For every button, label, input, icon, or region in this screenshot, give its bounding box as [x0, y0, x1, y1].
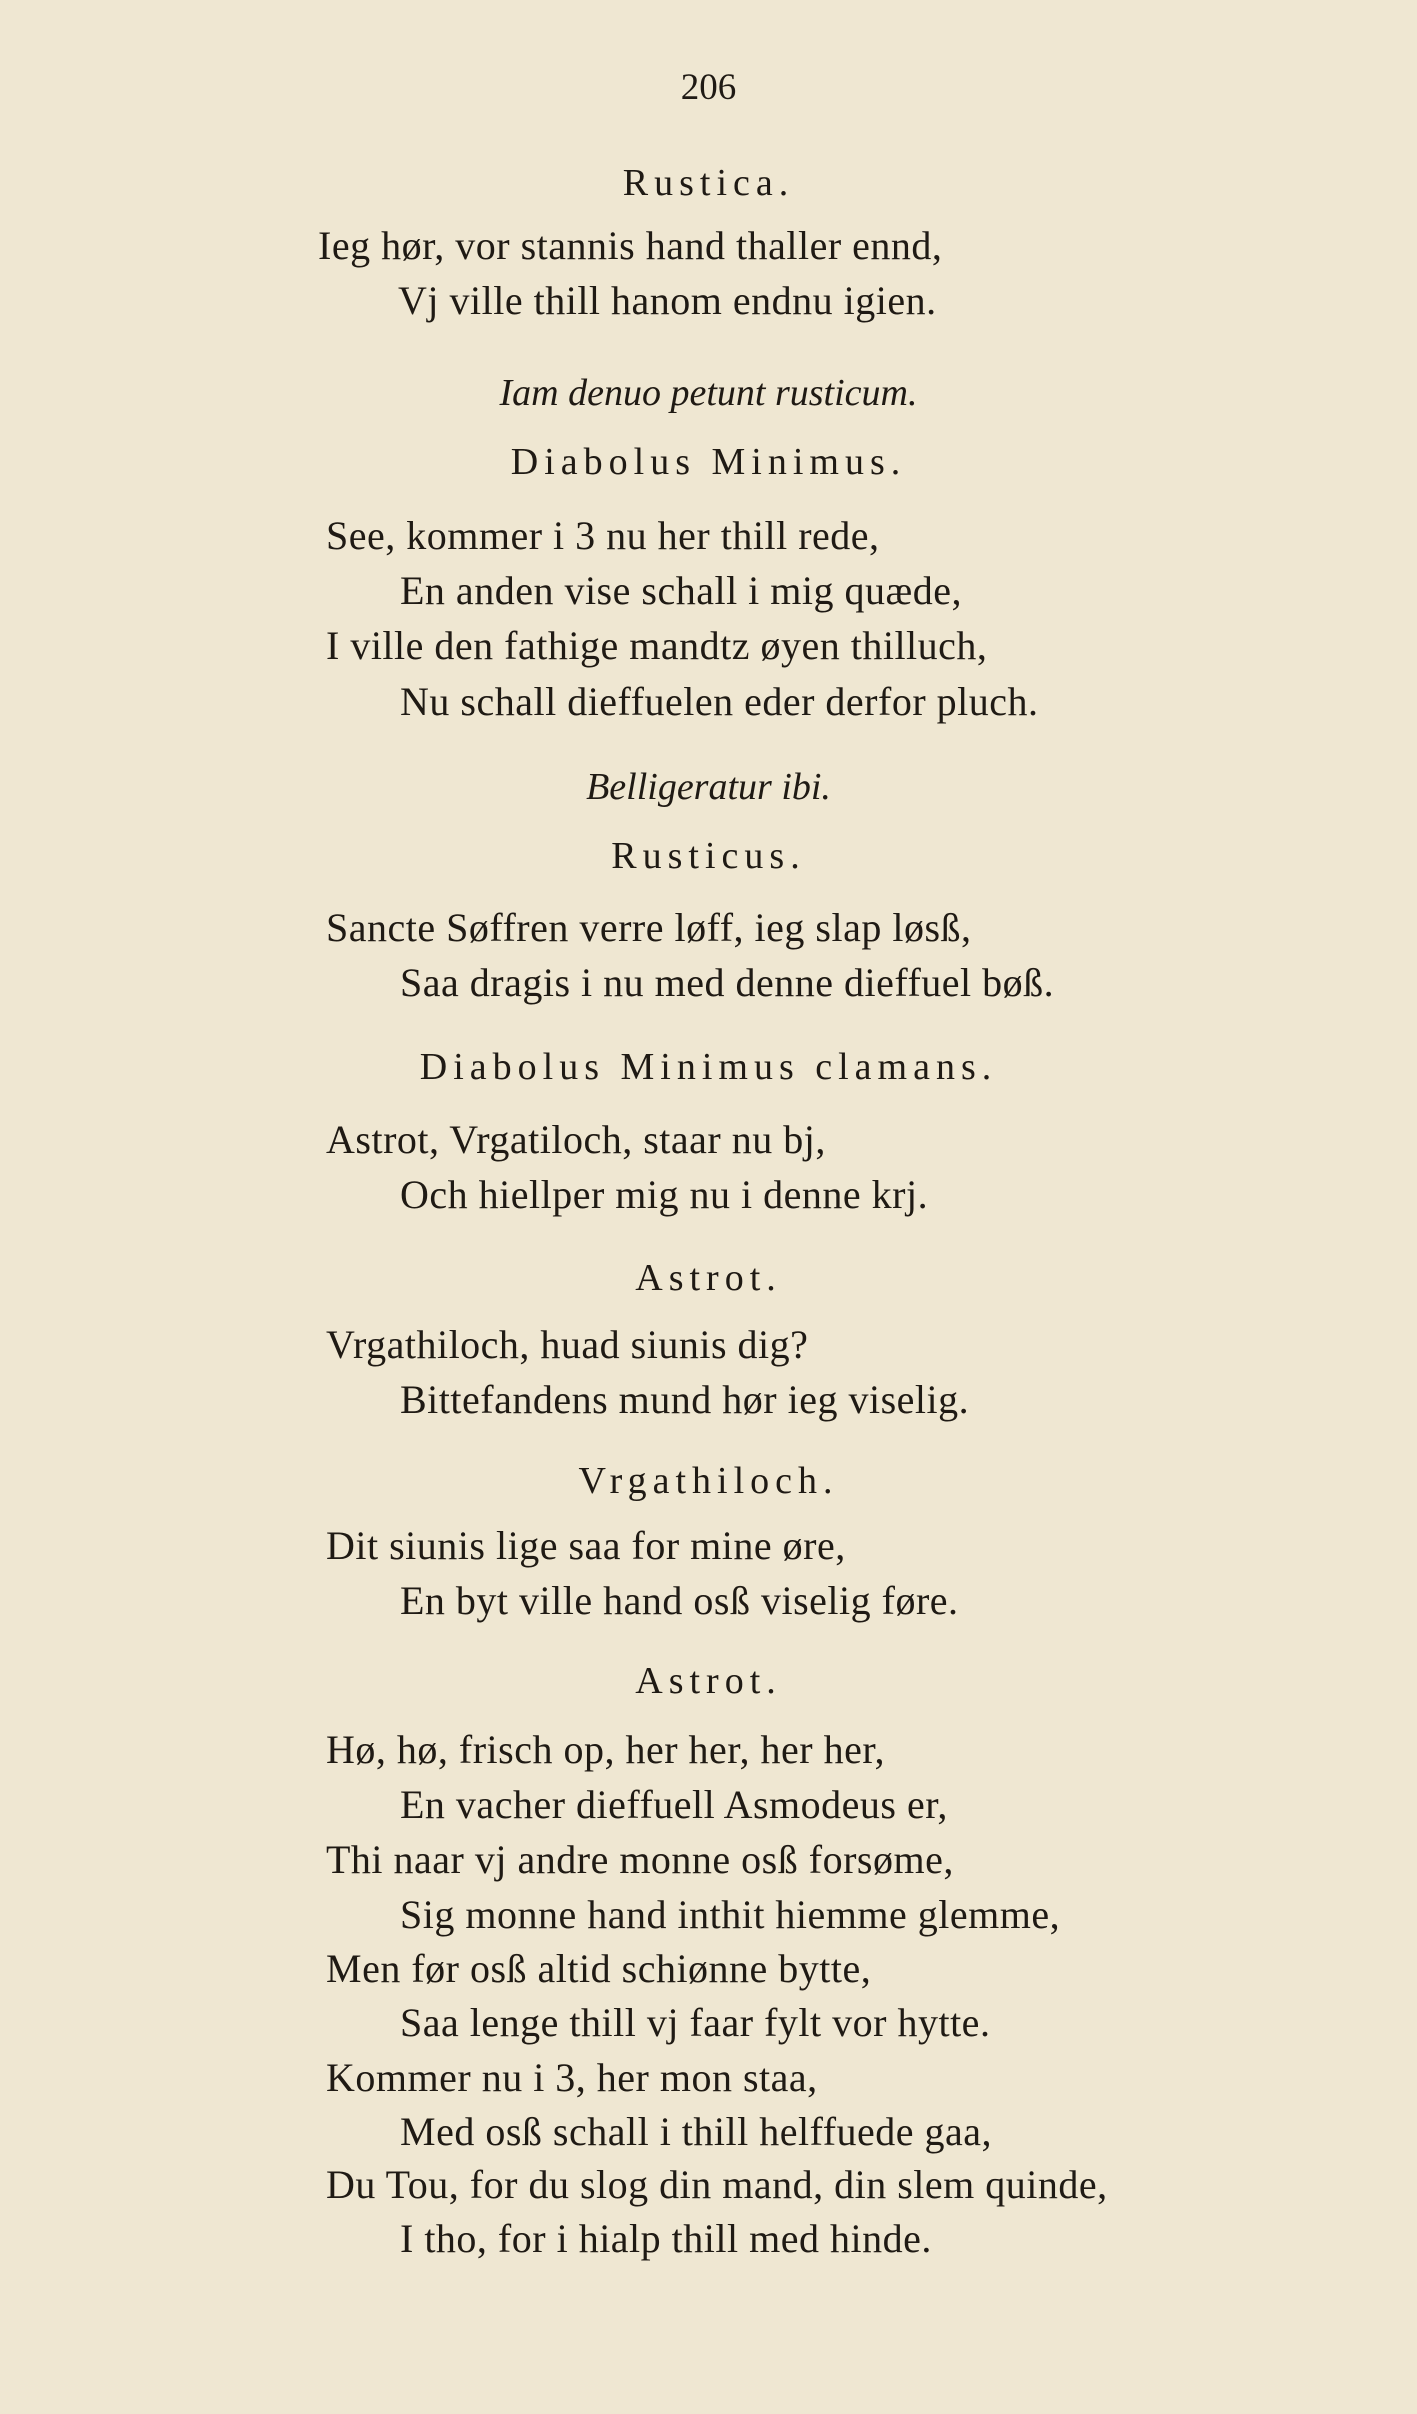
speaker-heading: Diabolus Minimus.	[510, 441, 907, 483]
verse-line: See, kommer i 3 nu her thill rede,	[326, 513, 880, 558]
verse-line: Saa lenge thill vj faar fylt vor hytte.	[400, 2000, 991, 2045]
verse-line: Kommer nu i 3, her mon staa,	[326, 2055, 818, 2100]
verse-line: Sig monne hand inthit hiemme glemme,	[400, 1892, 1061, 1937]
verse-line: Men før osß altid schiønne bytte,	[326, 1946, 872, 1991]
verse-line: Astrot, Vrgatiloch, staar nu bj,	[326, 1117, 826, 1162]
verse-line: Bittefandens mund hør ieg viselig.	[400, 1377, 970, 1422]
verse-line: Nu schall dieffuelen eder derfor pluch.	[400, 679, 1039, 724]
stage-direction: Belligeratur ibi.	[586, 766, 831, 808]
verse-line: Du Tou, for du slog din mand, din slem quinde,	[326, 2162, 1108, 2207]
speaker-heading: Astrot.	[635, 1660, 782, 1702]
speaker-heading: Rustica.	[622, 162, 795, 204]
speaker-heading: Diabolus Minimus clamans.	[419, 1046, 998, 1088]
verse-line: Thi naar vj andre monne osß forsøme,	[326, 1837, 954, 1882]
verse-line: En anden vise schall i mig quæde,	[400, 568, 962, 613]
verse-line: En vacher dieffuell Asmodeus er,	[400, 1782, 948, 1827]
verse-line: En byt ville hand osß viselig føre.	[400, 1578, 959, 1623]
verse-line: I ville den fathige mandtz øyen thilluch,	[326, 623, 988, 668]
verse-line: Dit siunis lige saa for mine øre,	[326, 1523, 846, 1568]
verse-line: Sancte Søffren verre løff, ieg slap løsß,	[326, 905, 972, 950]
verse-line: Med osß schall i thill helffuede gaa,	[400, 2109, 993, 2154]
verse-line: Vrgathiloch, huad siunis dig?	[326, 1322, 809, 1367]
verse-line: Hø, hø, frisch op, her her, her her,	[326, 1727, 886, 1772]
stage-direction: Iam denuo petunt rusticum.	[499, 372, 918, 414]
verse-line: Vj ville thill hanom endnu igien.	[398, 278, 937, 323]
verse-line: Saa dragis i nu med denne dieffuel bøß.	[400, 960, 1055, 1005]
verse-line: Ieg hør, vor stannis hand thaller ennd,	[318, 223, 943, 268]
page-number: 206	[680, 67, 737, 108]
speaker-heading: Rusticus.	[611, 835, 806, 877]
speaker-heading: Astrot.	[635, 1257, 782, 1299]
verse-line: Och hiellper mig nu i denne krj.	[400, 1172, 929, 1217]
speaker-heading: Vrgathiloch.	[578, 1460, 839, 1502]
verse-line: I tho, for i hialp thill med hinde.	[400, 2216, 932, 2261]
